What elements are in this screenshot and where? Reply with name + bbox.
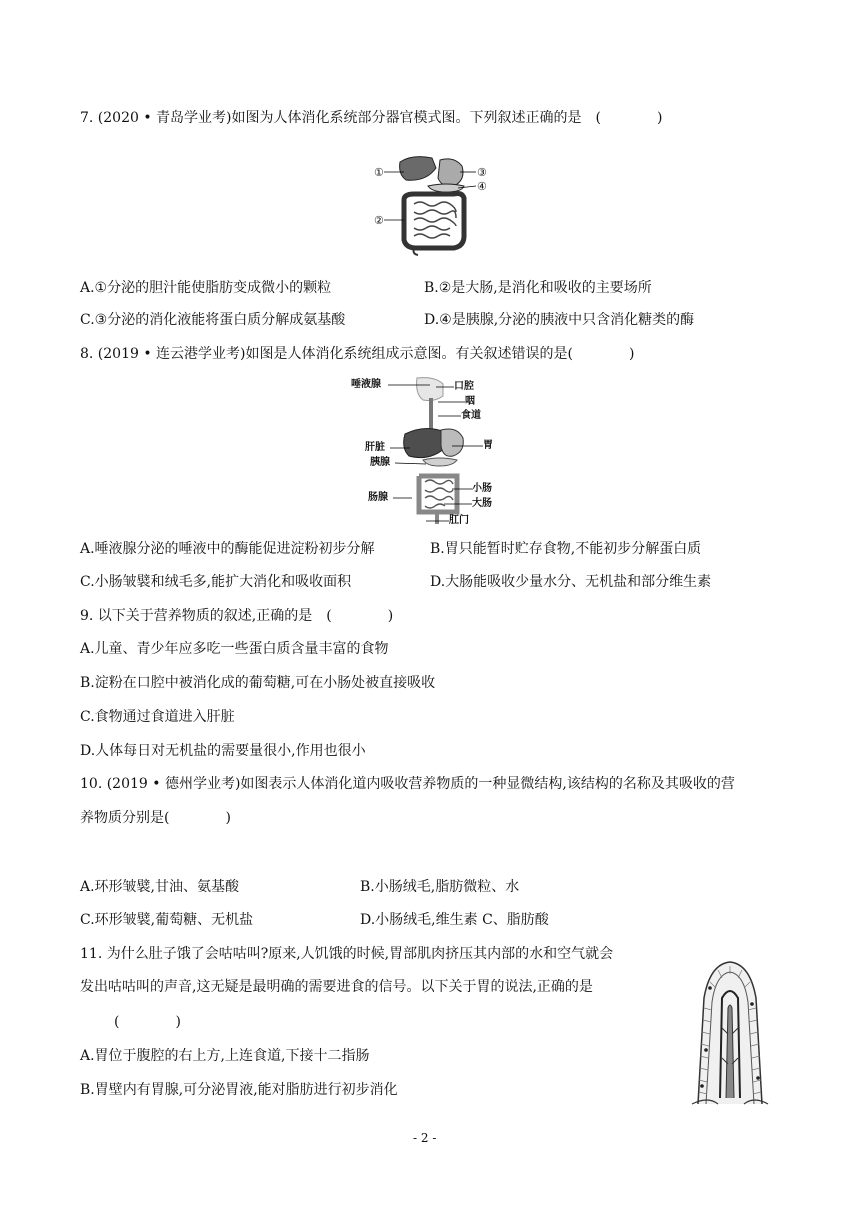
- label-2: ②: [374, 214, 384, 227]
- q10-option-c: C.环形皱襞,葡萄糖、无机盐: [80, 912, 254, 928]
- label-stomach: 胃: [483, 440, 493, 451]
- label-small-intestine: 小肠: [472, 483, 492, 494]
- q9-stem: 9. 以下关于营养物质的叙述,正确的是 ( ): [80, 608, 394, 624]
- digestive-organs-figure: [370, 152, 490, 256]
- q8-stem: 8. (2019 • 连云港学业考)如图是人体消化系统组成示意图。有关叙述错误的是( ): [80, 346, 635, 362]
- label-esophagus: 食道: [461, 410, 481, 421]
- stomach-shape: [438, 159, 463, 186]
- q11-option-a: A.胃位于腹腔的右上方,上连食道,下接十二指肠: [80, 1048, 370, 1064]
- q10-option-d: D.小肠绒毛,维生素 C、脂肪酸: [360, 912, 549, 928]
- liver-shape: [400, 157, 436, 181]
- q8-option-a: A.唾液腺分泌的唾液中的酶能促进淀粉初步分解: [80, 541, 375, 557]
- label-1: ①: [374, 166, 384, 179]
- label-intestinal-gland: 肠腺: [368, 492, 388, 503]
- q10-stem-line1: 10. (2019 • 德州学业考)如图表示人体消化道内吸收营养物质的一种显微结构,该结构的名称及其吸收的营: [80, 776, 735, 792]
- q7-option-c: C.③分泌的消化液能将蛋白质分解成氨基酸: [80, 312, 346, 328]
- q8-option-b: B.胃只能暂时贮存食物,不能初步分解蛋白质: [430, 541, 702, 557]
- q8-option-c: C.小肠皱襞和绒毛多,能扩大消化和吸收面积: [80, 574, 352, 590]
- label-4: ④: [477, 180, 487, 193]
- page-number: - 2 -: [413, 1131, 437, 1145]
- q7-option-b: B.②是大肠,是消化和吸收的主要场所: [424, 280, 652, 296]
- q9-option-d: D.人体每日对无机盐的需要量很小,作用也很小: [80, 743, 366, 759]
- q9-option-b: B.淀粉在口腔中被消化成的葡萄糖,可在小肠处被直接吸收: [80, 675, 436, 691]
- label-anus: 肛门: [449, 515, 469, 526]
- q11-stem-line2: 发出咕咕叫的声音,这无疑是最明确的需要进食的信号。以下关于胃的说法,正确的是: [80, 979, 593, 995]
- label-large-intestine: 大肠: [472, 498, 492, 509]
- intestinal-villus-figure: [688, 958, 770, 1106]
- large-intestine-shape: [404, 194, 464, 249]
- q7-option-d: D.④是胰腺,分泌的胰液中只含消化糖类的酶: [424, 312, 695, 328]
- q10-option-b: B.小肠绒毛,脂肪微粒、水: [360, 879, 520, 895]
- q11-stem-line3: ( ): [114, 1014, 181, 1030]
- label-3: ③: [477, 166, 487, 179]
- q8-leader-lines: [340, 376, 500, 528]
- label-salivary-gland: 唾液腺: [351, 379, 381, 390]
- label-pharynx: 咽: [465, 396, 475, 407]
- q8-option-d: D.大肠能吸收少量水分、无机盐和部分维生素: [430, 574, 712, 590]
- label-mouth: 口腔: [454, 381, 474, 392]
- label-pancreas: 胰腺: [370, 457, 390, 468]
- q10-option-a: A.环形皱襞,甘油、氨基酸: [80, 879, 240, 895]
- q9-option-a: A.儿童、青少年应多吃一些蛋白质含量丰富的食物: [80, 641, 389, 657]
- q10-stem-line2: 养物质分别是( ): [80, 810, 231, 826]
- small-intestine-coils: [414, 202, 456, 238]
- q11-stem-line1: 11. 为什么肚子饿了会咕咕叫?原来,人饥饿的时候,胃部肌肉挤压其内部的水和空气就会: [80, 946, 614, 962]
- q7-stem: 7. (2020 • 青岛学业考)如图为人体消化系统部分器官模式图。下列叙述正确的是 ( ): [80, 110, 663, 126]
- q7-option-a: A.①分泌的胆汁能使脂肪变成微小的颗粒: [80, 280, 332, 296]
- q9-option-c: C.食物通过食道进入肝脏: [80, 709, 235, 725]
- q11-option-b: B.胃壁内有胃腺,可分泌胃液,能对脂肪进行初步消化: [80, 1082, 398, 1098]
- label-liver: 肝脏: [365, 442, 385, 453]
